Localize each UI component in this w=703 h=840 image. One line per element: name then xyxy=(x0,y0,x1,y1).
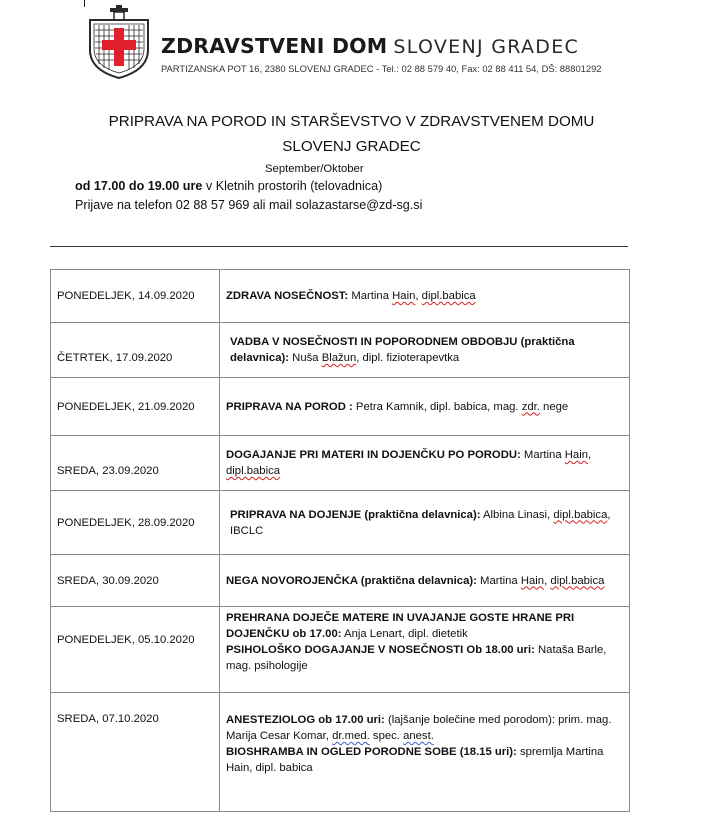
session-topic xyxy=(220,270,630,323)
topic-text: Albina Linasi, xyxy=(480,508,554,521)
time-location-line xyxy=(75,179,382,193)
topic-text: , IBCLC xyxy=(230,508,611,537)
session-date: PONEDELJEK, 05.10.2020 xyxy=(51,607,220,693)
topic-title: ZDRAVA NOSEČNOST: xyxy=(226,290,349,302)
table-row xyxy=(51,436,630,491)
table-row xyxy=(51,693,630,812)
topic-title: ANESTEZIOLOG ob 17.00 uri: xyxy=(226,714,385,726)
horizontal-divider xyxy=(50,246,628,247)
session-topic xyxy=(220,555,630,607)
topic-text: zdr. xyxy=(521,400,540,413)
organization-name xyxy=(161,36,579,57)
topic-title: DOGAJANJE PRI MATERI IN DOJENČKU PO PORODU: xyxy=(226,449,521,461)
topic-line xyxy=(226,610,623,642)
topic-text: , dipl. fizioterapevtka xyxy=(356,352,460,364)
session-date: SREDA, 07.10.2020 xyxy=(51,693,220,812)
topic-text: , xyxy=(587,449,592,461)
topic-text: Martina xyxy=(520,449,565,461)
session-topic xyxy=(220,693,630,812)
topic-text: , xyxy=(544,574,551,587)
topic-text: Blažun xyxy=(321,352,357,364)
organization-address: PARTIZANSKA POT 16, 2380 SLOVENJ GRADEC - Tel.: 02 88 579 40, Fax: 02 88 411 54, DŠ: 88801292 xyxy=(161,63,602,74)
topic-text: spremlja Martina Hain, dipl. babica xyxy=(226,746,604,774)
health-centre-crest-icon xyxy=(86,4,152,80)
session-topic xyxy=(220,323,630,378)
session-date: PONEDELJEK, 28.09.2020 xyxy=(51,491,220,555)
org-name-main: ZDRAVSTVENI DOM xyxy=(161,34,388,58)
topic-title: PREHRANA DOJEČE MATERE IN UVAJANJE GOSTE HRANE PRI DOJENČKU ob 17.00: xyxy=(226,612,575,640)
topic-text: dipl.babica xyxy=(421,290,476,302)
topic-line xyxy=(226,744,623,776)
topic-line xyxy=(226,642,623,674)
location-text: v Kletnih prostorih (telovadnica) xyxy=(202,179,383,193)
cursor-mark xyxy=(84,0,85,7)
topic-text: spec. xyxy=(369,730,404,742)
org-name-city: SLOVENJ GRADEC xyxy=(393,36,580,58)
topic-text: anest. xyxy=(403,730,434,742)
topic-line xyxy=(226,712,623,744)
topic-text: dipl.babica xyxy=(553,508,608,521)
table-row xyxy=(51,555,630,607)
topic-text: , xyxy=(415,290,422,302)
session-topic xyxy=(220,378,630,436)
topic-title: NEGA NOVOROJENČKA (praktična delavnica): xyxy=(226,574,477,587)
topic-text: Hain xyxy=(520,574,545,587)
schedule-table xyxy=(50,269,630,812)
table-row xyxy=(51,323,630,378)
topic-text: Nuša xyxy=(289,352,322,364)
topic-text: dr.med. xyxy=(332,730,370,742)
topic-text: Hain xyxy=(564,449,588,461)
topic-title: PRIPRAVA NA POROD : xyxy=(226,400,353,413)
topic-text: dipl.babica xyxy=(550,574,605,587)
topic-text: Nataša Barle, mag. psihologije xyxy=(226,644,607,672)
topic-text: Petra Kamnik, dipl. babica, mag. xyxy=(352,400,522,413)
topic-text: Hain xyxy=(392,290,416,302)
topic-title: PRIPRAVA NA DOJENJE (praktična delavnica): xyxy=(230,508,481,521)
topic-text: dipl.babica xyxy=(226,465,281,477)
document-title-line-1: PRIPRAVA NA POROD IN STARŠEVSTVO V ZDRAVSTVENEM DOMU xyxy=(108,113,595,130)
table-row xyxy=(51,491,630,555)
session-topic xyxy=(220,607,630,693)
table-row xyxy=(51,607,630,693)
table-row xyxy=(51,378,630,436)
topic-text: Martina xyxy=(476,574,521,587)
table-row xyxy=(51,270,630,323)
session-topic xyxy=(220,436,630,491)
session-date: ČETRTEK, 17.09.2020 xyxy=(51,323,220,378)
time-range: od 17.00 do 19.00 ure xyxy=(75,179,203,193)
topic-title: PSIHOLOŠKO DOGAJANJE V NOSEČNOSTI Ob 18.00 uri: xyxy=(226,644,535,656)
document-title-line-2: SLOVENJ GRADEC xyxy=(282,138,421,155)
topic-title: BIOSHRAMBA IN OGLED PORODNE SOBE (18.15 uri): xyxy=(226,746,517,758)
session-date: SREDA, 30.09.2020 xyxy=(51,555,220,607)
document-months: September/Oktober xyxy=(265,163,364,175)
session-date: PONEDELJEK, 14.09.2020 xyxy=(51,270,220,323)
topic-text: Anja Lenart, dipl. dietetik xyxy=(341,628,468,640)
session-date: PONEDELJEK, 21.09.2020 xyxy=(51,378,220,436)
session-date: SREDA, 23.09.2020 xyxy=(51,436,220,491)
topic-text: nege xyxy=(539,400,569,413)
registration-line: Prijave na telefon 02 88 57 969 ali mail solazastarse@zd-sg.si xyxy=(75,198,423,212)
topic-text: (lajšanje bolečine med porodom): prim. mag. Marija Cesar Komar, xyxy=(226,714,612,742)
session-topic xyxy=(220,491,630,555)
topic-text: Martina xyxy=(348,290,393,302)
topic-title: VADBA V NOSEČNOSTI IN POPORODNEM OBDOBJU (praktična delavnica): xyxy=(230,336,575,364)
